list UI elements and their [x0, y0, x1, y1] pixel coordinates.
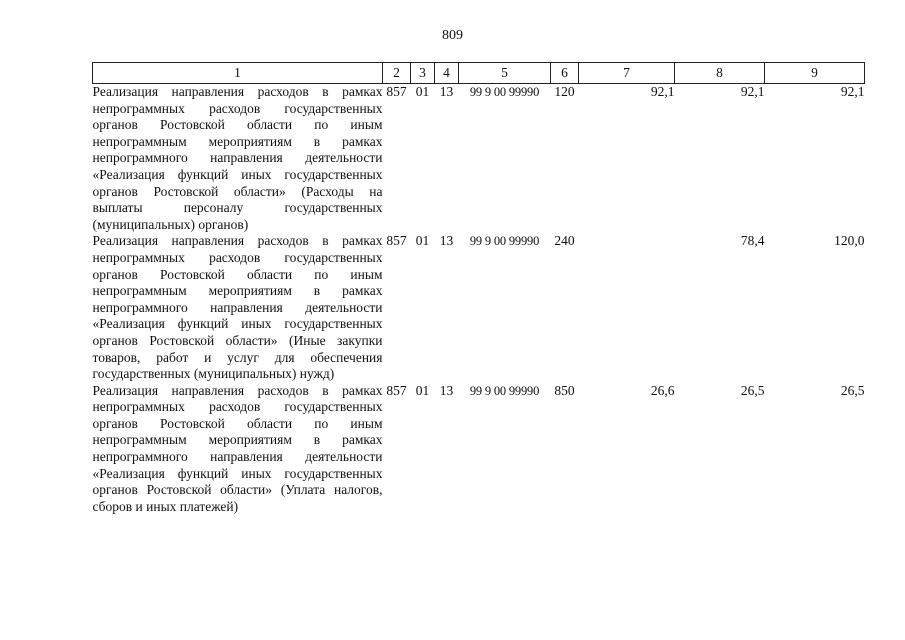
- header-col-2: 2: [383, 63, 411, 84]
- subsection-code: 13: [439, 233, 454, 249]
- header-col-3: 3: [411, 63, 435, 84]
- target-article-code: 99 9 00 99990: [469, 383, 540, 398]
- ministry-code: 857: [386, 233, 407, 249]
- amount-col-8: 78,4: [740, 233, 765, 249]
- expense-type-code: 240: [554, 233, 575, 249]
- amount-col-9: 120,0: [834, 233, 865, 249]
- expense-type-code: 120: [554, 84, 575, 99]
- page-number: 809: [442, 28, 463, 43]
- section-code: 01: [415, 84, 430, 99]
- section-code: 01: [415, 233, 430, 249]
- subsection-code: 13: [439, 84, 454, 99]
- table-body: [93, 84, 865, 516]
- target-article-code: 99 9 00 99990: [469, 85, 540, 99]
- expense-type-code: 850: [554, 382, 575, 398]
- header-row: [93, 63, 865, 84]
- table-row: [93, 383, 865, 516]
- header-col-9: 9: [765, 63, 865, 84]
- table-header: [93, 63, 865, 84]
- ministry-code: 857: [386, 382, 407, 398]
- header-col-4: 4: [435, 63, 459, 84]
- amount-col-9: 26,5: [840, 382, 865, 398]
- header-col-1: 1: [93, 63, 383, 84]
- amount-col-8: 26,5: [740, 382, 765, 398]
- amount-col-7: 92,1: [650, 84, 675, 99]
- table-row: [93, 233, 865, 382]
- header-col-5: 5: [459, 63, 551, 84]
- section-code: 01: [415, 382, 430, 398]
- header-col-7: 7: [579, 63, 675, 84]
- header-col-6: 6: [551, 63, 579, 84]
- row-description: Реализация направления расходов в рамках непрограммных расходов государственных органов Ростовской области по иным непрограммным мероприятиям в рамках непрограммного направления деятельности «Реализация функций иных государственных органов Ростовской области» (Уплата налогов, сборов и иных платежей): [92, 382, 383, 514]
- table-row: [93, 84, 865, 234]
- target-article-code: 99 9 00 99990: [469, 234, 540, 249]
- subsection-code: 13: [439, 382, 454, 398]
- budget-table: [92, 62, 865, 515]
- header-col-8: 8: [675, 63, 765, 84]
- amount-col-7: 26,6: [650, 382, 675, 398]
- amount-col-9: 92,1: [840, 84, 865, 99]
- amount-col-8: 92,1: [740, 84, 765, 99]
- row-description: Реализация направления расходов в рамках непрограммных расходов государственных органов Ростовской области по иным непрограммным мероприятиям в рамках непрограммного направления деятельности «Реализация функций иных государственных органов Ростовской области» (Расходы на выплаты персоналу государственных (муниципальных) органов): [92, 84, 383, 232]
- row-description: Реализация направления расходов в рамках непрограммных расходов государственных органов Ростовской области по иным непрограммным мероприятиям в рамках непрограммного направления деятельности «Реализация функций иных государственных органов Ростовской области» (Иные закупки товаров, работ и услуг для обеспечения государственных (муниципальных) нужд): [92, 233, 383, 382]
- ministry-code: 857: [386, 84, 407, 99]
- amount-col-7: [579, 233, 675, 382]
